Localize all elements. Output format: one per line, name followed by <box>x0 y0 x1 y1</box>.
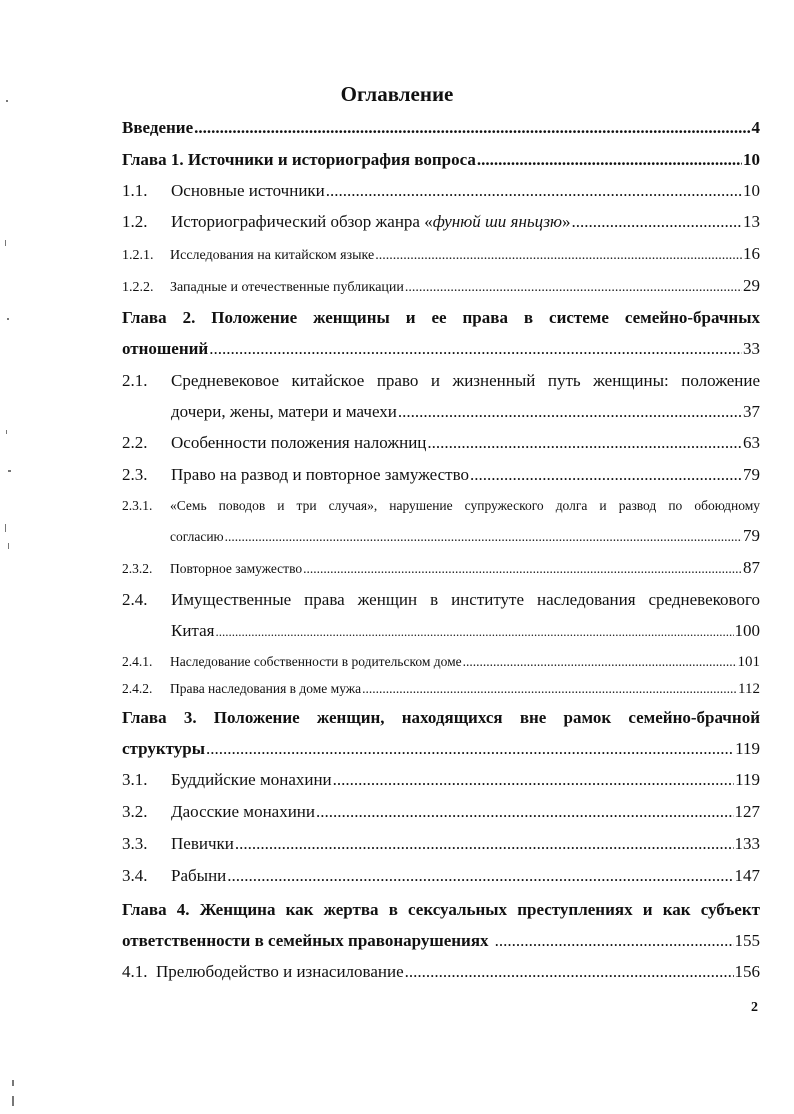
toc-entry-2-4-2[interactable] <box>122 679 760 699</box>
toc-entry-title: Право на развод и повторное замужество <box>171 465 469 484</box>
toc-entry-title: Имущественные права женщин в институте наследования средневекового <box>171 590 760 609</box>
toc-title-suffix: » <box>561 212 571 231</box>
toc-section-number: 3.3. <box>122 834 148 853</box>
toc-section-number: 2.4.1. <box>122 654 153 669</box>
toc-entry-3-2[interactable] <box>122 802 760 822</box>
toc-section-number: 2.3.2. <box>122 561 153 576</box>
toc-entry-1-2[interactable] <box>122 212 760 232</box>
toc-entry-2-4-1[interactable] <box>122 652 760 672</box>
toc-leader-dots <box>209 339 742 359</box>
toc-entry-title: структуры <box>122 739 205 758</box>
toc-leader-dots <box>477 150 742 170</box>
scan-speck <box>12 1096 14 1106</box>
toc-entry-title <box>171 212 570 232</box>
toc-page-number: 37 <box>743 402 760 421</box>
toc-section-number: 1.2. <box>122 212 148 231</box>
toc-page-number: 29 <box>743 276 760 295</box>
scan-speck <box>8 543 9 549</box>
toc-leader-dots <box>215 622 733 642</box>
scan-speck <box>5 240 6 246</box>
toc-leader-dots <box>316 802 733 822</box>
toc-entry-2-4[interactable] <box>171 621 760 642</box>
toc-leader-dots <box>495 931 734 951</box>
toc-entry-2-3-1-line1[interactable] <box>122 496 760 516</box>
toc-entry-1-2-1[interactable] <box>122 244 760 266</box>
toc-page-number: 119 <box>735 739 760 758</box>
toc-entry-3-4[interactable] <box>122 866 760 886</box>
toc-leader-dots <box>571 212 742 232</box>
toc-leader-dots <box>405 278 742 298</box>
toc-entry-chapter-4-line1[interactable]: Глава 4. Женщина как жертва в сексуальных преступлениях и как субъект <box>122 900 760 919</box>
toc-entry-title: Буддийские монахини <box>171 770 332 789</box>
toc-page-number: 112 <box>738 681 760 697</box>
toc-entry-title: отношений <box>122 339 209 358</box>
toc-leader-dots <box>463 652 737 672</box>
toc-entry-title: Рабыни <box>171 866 227 885</box>
toc-entry-title: Наследование собственности в родительском доме <box>170 654 462 669</box>
toc-page-number: 63 <box>743 433 760 452</box>
toc-section-number: 2.2. <box>122 433 148 452</box>
toc-entry-3-3[interactable] <box>122 834 760 854</box>
page-number: 2 <box>751 1000 758 1015</box>
toc-section-number: 3.2. <box>122 802 148 821</box>
toc-entry-title: дочери, жены, матери и мачехи <box>171 402 397 421</box>
toc-page-number: 101 <box>737 654 760 670</box>
toc-entry-chapter-4[interactable] <box>122 931 760 951</box>
toc-section-number: 4.1. <box>122 962 148 981</box>
toc-entry-title: «Семь поводов и три случая», нарушение супружеского долга и развод по обоюдному <box>170 498 760 513</box>
page-title: Оглавление <box>340 82 454 106</box>
toc-leader-dots <box>235 834 734 854</box>
toc-leader-dots <box>303 559 742 579</box>
toc-entry-chapter-2[interactable] <box>122 339 760 359</box>
toc-entry-introduction[interactable] <box>122 118 760 138</box>
toc-leader-dots <box>375 246 742 266</box>
toc-entry-title: Основные источники <box>171 181 325 200</box>
toc-page-number: 16 <box>743 244 760 263</box>
toc-section-number: 3.1. <box>122 770 148 789</box>
toc-section-number: 2.3.1. <box>122 498 153 513</box>
toc-entry-title: Введение <box>122 118 194 137</box>
toc-title-prefix: Историографический обзор жанра « <box>171 212 433 231</box>
toc-page-number: 13 <box>743 212 760 231</box>
toc-page-number: 4 <box>751 118 760 137</box>
toc-entry-title: согласию <box>170 529 224 544</box>
toc-leader-dots <box>362 679 737 699</box>
toc-section-number: 1.2.1. <box>122 248 154 263</box>
toc-section-number: 1.1. <box>122 181 148 200</box>
toc-page-number: 100 <box>734 621 760 640</box>
scan-speck <box>8 470 11 472</box>
toc-leader-dots <box>398 402 742 422</box>
toc-section-number: 2.1. <box>122 371 148 390</box>
toc-entry-title: Прелюбодейство и изнасилование <box>156 962 404 981</box>
toc-leader-dots <box>227 866 733 886</box>
toc-leader-dots <box>470 465 742 485</box>
toc-page-number: 155 <box>734 931 760 950</box>
toc-page-number: 79 <box>743 465 760 484</box>
toc-entry-3-1[interactable] <box>122 770 760 790</box>
toc-entry-title: Исследования на китайском языке <box>170 248 375 263</box>
toc-page-number: 87 <box>743 558 760 577</box>
toc-entry-title: Китая <box>171 621 215 640</box>
toc-leader-dots <box>225 527 742 547</box>
toc-section-number: 3.4. <box>122 866 148 885</box>
toc-entry-2-3-1[interactable] <box>170 526 760 547</box>
toc-entry-chapter-3-line1[interactable]: Глава 3. Положение женщин, находящихся вне рамок семейно-брачной <box>122 708 760 727</box>
toc-entry-title: Западные и отечественные публикации <box>170 280 404 295</box>
toc-leader-dots <box>194 118 750 138</box>
toc-page-number: 133 <box>734 834 760 853</box>
scan-speck <box>12 1080 14 1086</box>
toc-entry-chapter-1[interactable] <box>122 150 760 170</box>
toc-section-number: 2.4.2. <box>122 681 153 696</box>
toc-entry-chapter-3[interactable] <box>122 739 760 759</box>
toc-entry-title: Даосские монахини <box>171 802 316 821</box>
toc-entry-title: Средневековое китайское право и жизненный путь женщины: положение <box>171 371 760 390</box>
toc-page-number: 79 <box>743 526 760 545</box>
toc-leader-dots <box>326 181 742 201</box>
toc-entry-title: Повторное замужество <box>170 561 303 576</box>
toc-section-number: 2.4. <box>122 590 148 609</box>
toc-page-number: 147 <box>734 866 760 885</box>
toc-entry-1-2-2[interactable] <box>122 276 760 298</box>
toc-section-number: 2.3. <box>122 465 148 484</box>
toc-entry-chapter-2-line1[interactable]: Глава 2. Положение женщины и ее права в системе семейно-брачных <box>122 308 760 327</box>
toc-section-number: 1.2.2. <box>122 280 154 295</box>
toc-page-number: 10 <box>743 181 760 200</box>
scan-speck <box>6 430 7 434</box>
toc-leader-dots <box>427 433 742 453</box>
toc-entry-title: ответственности в семейных правонарушениях <box>122 931 489 950</box>
toc-entry-2-4-line1[interactable] <box>122 590 760 610</box>
scan-speck <box>7 318 9 320</box>
toc-entry-1-1[interactable] <box>122 181 760 201</box>
toc-leader-dots <box>333 770 734 790</box>
toc-entry-2-3[interactable] <box>122 465 760 485</box>
toc-entry-2-1[interactable] <box>171 402 760 422</box>
toc-entry-2-1-line1[interactable] <box>122 371 760 391</box>
toc-entry-4-1[interactable] <box>122 962 760 982</box>
toc-page-number: 10 <box>743 150 760 169</box>
toc-page-number: 127 <box>734 802 760 821</box>
toc-entry-title: Певички <box>171 834 234 853</box>
toc-leader-dots <box>405 962 734 982</box>
scan-speck <box>5 524 6 532</box>
toc-entry-2-3-2[interactable] <box>122 558 760 579</box>
toc-entry-2-2[interactable] <box>122 433 760 453</box>
toc-title-italic: фунюй ши яньцзю <box>432 212 562 231</box>
toc-page-number: 156 <box>734 962 760 981</box>
toc-entry-title: Права наследования в доме мужа <box>170 681 362 696</box>
toc-entry-title: Особенности положения наложниц <box>171 433 427 452</box>
toc-leader-dots <box>206 739 734 759</box>
toc-entry-title: Глава 1. Источники и историография вопроса <box>122 150 476 169</box>
toc-page-number: 119 <box>735 770 760 789</box>
scan-speck <box>6 100 8 102</box>
toc-page-number: 33 <box>743 339 760 358</box>
